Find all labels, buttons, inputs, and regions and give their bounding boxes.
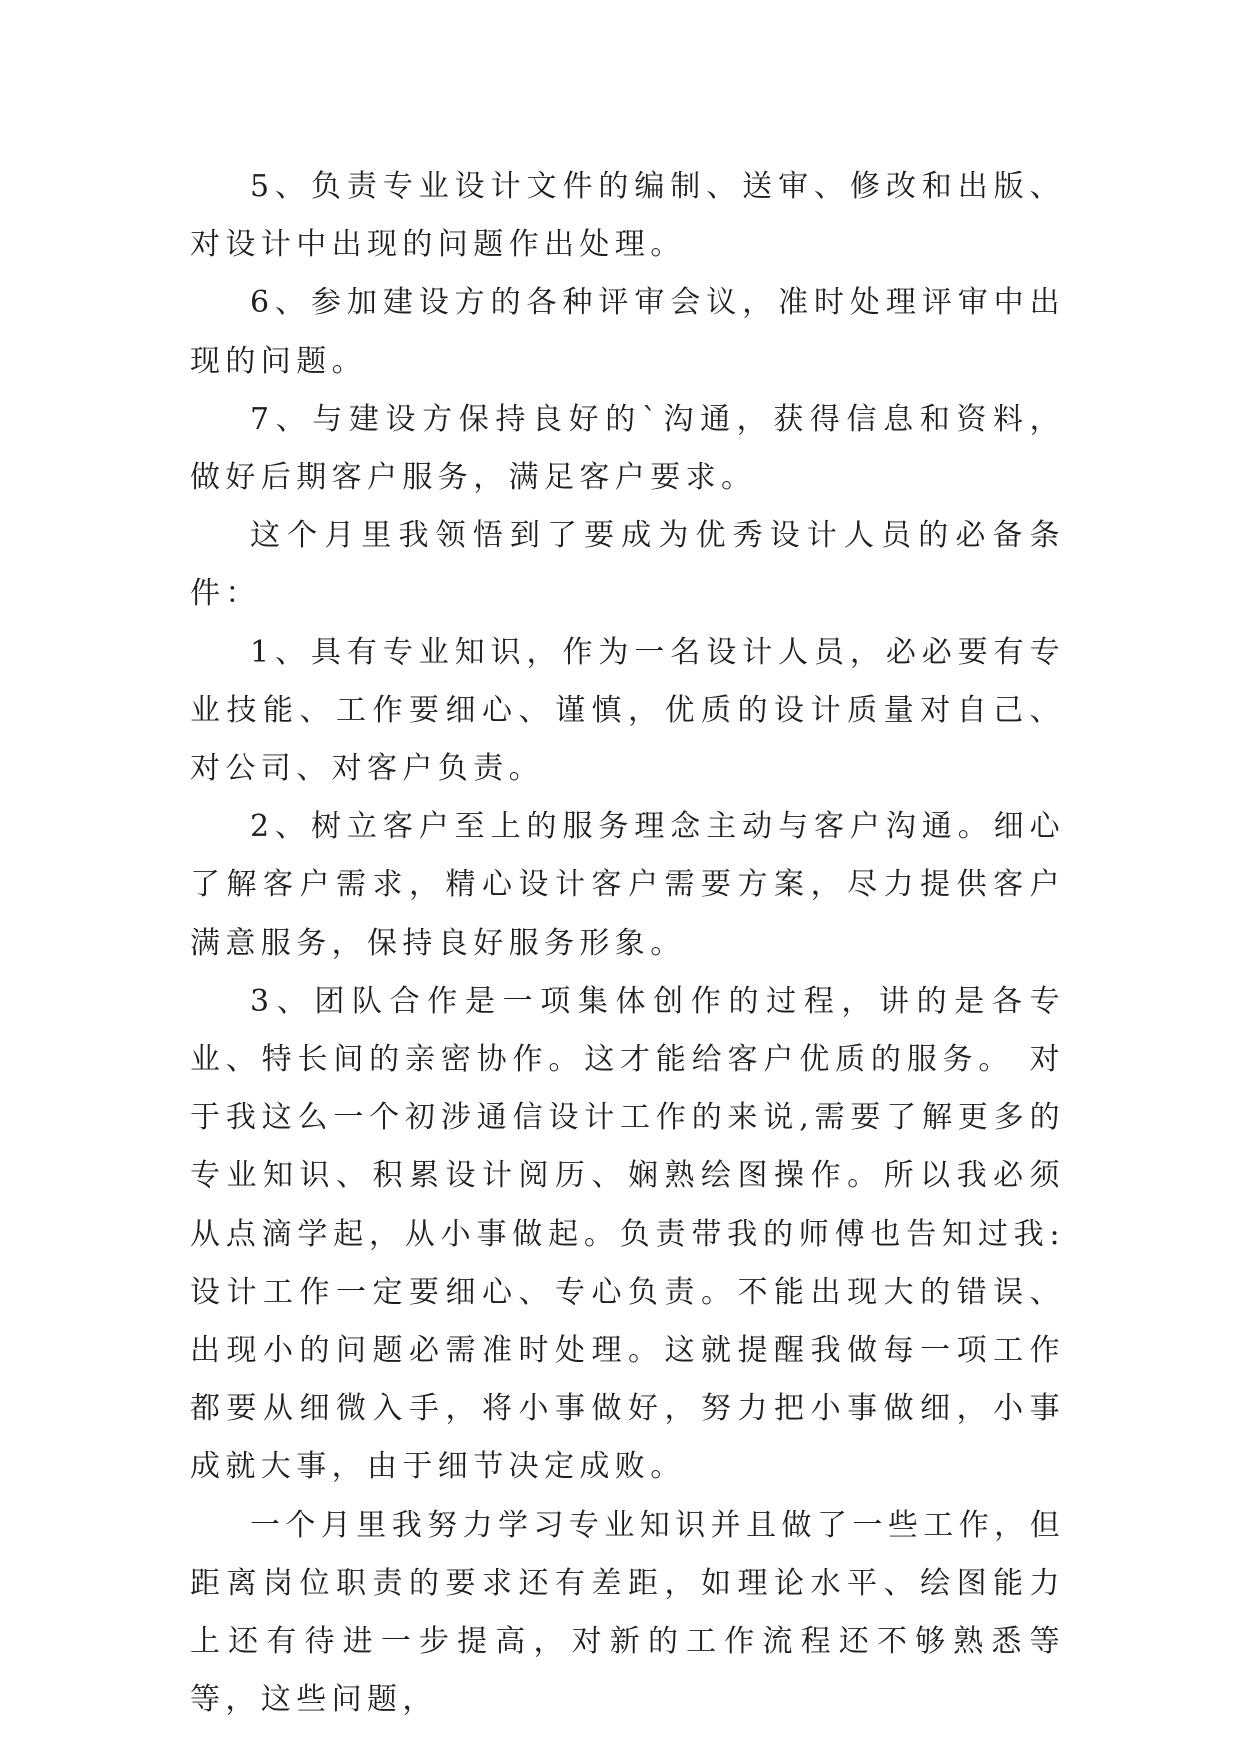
paragraph-item-7: 7、与建设方保持良好的`沟通，获得信息和资料，做好后期客户服务，满足客户要求。 [190, 401, 1065, 496]
paragraph-summary: 一个月里我努力学习专业知识并且做了一些工作，但距离岗位职责的要求还有差距，如理论水平、绘图能力上还有待进一步提高，对新的工作流程还不够熟悉等等，这些问题， [190, 1507, 1065, 1718]
document-body [190, 158, 1065, 1729]
paragraph-requirement-1: 1、具有专业知识，作为一名设计人员，必必要有专业技能、工作要细心、谨慎，优质的设计质量对自己、对公司、对客户负责。 [190, 634, 1065, 787]
paragraph-requirement-2: 2、树立客户至上的服务理念主动与客户沟通。细心了解客户需求，精心设计客户需要方案，尽力提供客户满意服务，保持良好服务形象。 [190, 809, 1065, 961]
paragraph-requirement-3: 3、团队合作是一项集体创作的过程，讲的是各专业、特长间的亲密协作。这才能给客户优质的服务。 对于我这么一个初涉通信设计工作的来说,需要了解更多的专业知识、积累设计阅历、娴熟绘图操作。所以我必须从点滴学起，从小事做起。负责带我的师傅也告知过我:设计工作一定要细心、专心负责。不能出现大的错误、出现小的问题必需准时处理。这就提醒我做每一项工作都要从细微入手，将小事做好，努力把小事做细，小事成就大事，由于细节决定成败。 [190, 983, 1065, 1485]
paragraph-item-6: 6、参加建设方的各种评审会议，准时处理评审中出现的问题。 [190, 285, 1065, 379]
paragraph-item-5: 5、负责专业设计文件的编制、送审、修改和出版、对设计中出现的问题作出处理。 [190, 169, 1065, 263]
paragraph-requirements-intro: 这个月里我领悟到了要成为优秀设计人员的必备条件： [190, 518, 1065, 612]
